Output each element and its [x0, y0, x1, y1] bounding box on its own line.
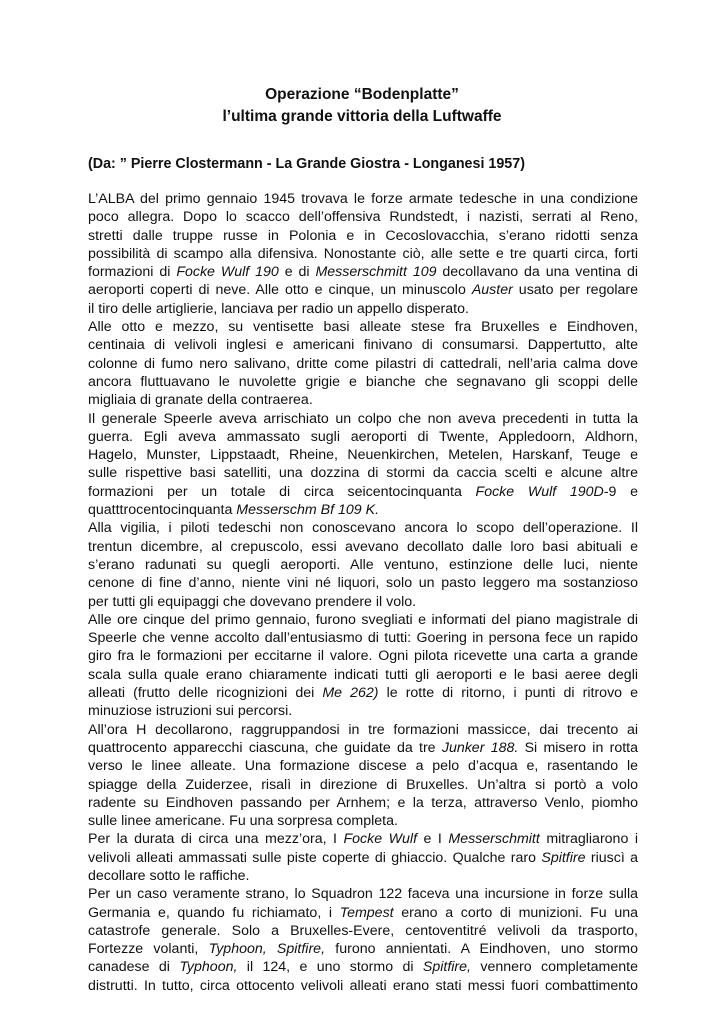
- italic-term: Typhoon, Spitfire,: [208, 941, 326, 958]
- text-line: [88, 702, 638, 720]
- paragraph: [88, 410, 638, 520]
- paragraph: [88, 721, 638, 831]
- text-run: colonne di fumo nero salivano, dritte come pilastri di cattedrali, nell’aria calma dove: [88, 355, 638, 372]
- text-run: poco allegra. Dopo lo scacco dell’offensiva Rundstedt, i nazisti, serrati al Reno,: [88, 209, 638, 226]
- italic-term: Tempest: [339, 904, 394, 921]
- text-run: aeroporti coperti di neve. Alle otto e cinque, un minuscolo: [88, 282, 472, 299]
- text-run: migliaia di granate della contraerea.: [88, 392, 313, 409]
- document-subtitle: l’ultima grande vittoria della Luftwaffe: [222, 108, 502, 125]
- paragraph: [88, 190, 638, 318]
- paragraph: [88, 519, 638, 610]
- text-line: [88, 776, 638, 794]
- text-run: per tutti gli equipaggi che dovevano prendere il volo.: [88, 593, 417, 610]
- text-run: velivoli alleati ammassati sulle piste coperte di ghiaccio. Qualche raro: [88, 849, 542, 866]
- text-run: canadese di: [88, 959, 180, 976]
- text-line: [88, 391, 638, 409]
- text-run: s’erano radunati su quegli aeroporti. Alle ventuno, estinzione delle luci, niente: [88, 556, 638, 573]
- text-run: -9 e: [603, 483, 638, 500]
- text-run: le rotte di ritorno, i punti di ritrovo e: [378, 685, 639, 702]
- italic-term: Me 262): [322, 685, 379, 702]
- text-run: Alle ore cinque del primo gennaio, furono svegliati e informati del piano magistrale di: [88, 611, 638, 628]
- text-run: vennero completamente: [470, 959, 638, 976]
- text-run: Speerle che venne accolto dall’entusiasmo di tutti: Goering in persona fece un rapido: [88, 630, 638, 647]
- text-run: decollavano da una ventina di: [436, 264, 638, 281]
- text-run: sulle rispettive basi satelliti, una dozzina di stormi da caccia scelti e alcune altre: [88, 465, 638, 482]
- text-line: [88, 684, 638, 702]
- text-line: [88, 410, 638, 428]
- text-run: furono annientati. A Eindhoven, uno stormo: [325, 941, 638, 958]
- text-line: [88, 245, 638, 263]
- text-line: [88, 922, 638, 940]
- text-line: [88, 373, 638, 391]
- italic-term: Focke Wulf 190: [176, 264, 279, 281]
- text-run: quattrocento apparecchi ciascuna, che guidate da tre: [88, 739, 442, 756]
- text-run: decollare sotto le raffiche.: [88, 867, 250, 884]
- text-run: quatttrocentocinquanta: [88, 502, 237, 519]
- text-line: [88, 739, 638, 757]
- text-run: guerra. Egli aveva ammassato sugli aeroporti di Twente, Appledoorn, Aldhorn,: [88, 428, 638, 445]
- text-run: riuscì a: [585, 849, 639, 866]
- text-run: possibilità di scampo alla difensiva. Nonostante ciò, alle sette e tre quarti circa, forti: [88, 245, 638, 262]
- text-run: il 124, e uno stormo di: [237, 959, 423, 976]
- italic-term: Messerschmitt 109: [315, 264, 437, 281]
- text-run: trentun dicembre, al crepuscolo, essi avevano decollato dalle loro basi abituali e: [88, 538, 638, 555]
- text-run: minuziose istruzioni sui percorsi.: [88, 703, 293, 720]
- text-line: [88, 538, 638, 556]
- text-line: [88, 574, 638, 592]
- text-line: [88, 336, 638, 354]
- text-run: Hagelo, Munster, Lippstaadt, Rheine, Neuenkirchen, Metelen, Harskanf, Teuge e: [88, 447, 638, 464]
- text-run: e I: [417, 831, 449, 848]
- text-run: Alle otto e mezzo, su ventisette basi alleate stese fra Bruxelles e Eindhoven,: [88, 319, 638, 336]
- text-line: [88, 281, 638, 299]
- text-run: Alla vigilia, i piloti tedeschi non conoscevano ancora lo scopo dell’operazione. Il: [88, 520, 638, 537]
- text-run: distrutti. In tutto, circa ottocento velivoli alleati erano stati messi fuori combattimento: [88, 977, 638, 994]
- document-title: Operazione “Bodenplatte”: [265, 86, 459, 103]
- text-run: giro fra le formazioni per eccitarne il valore. Ogni pilota ricevette una carta a grande: [88, 648, 638, 665]
- text-line: [88, 501, 638, 519]
- italic-term: Spitfire,: [422, 959, 471, 976]
- text-run: erano a corto di munizioni. Fu una: [393, 904, 638, 921]
- text-run: scala sulla quale erano chiaramente indicati tutti gli aeroporti e le basi aeree degli: [88, 666, 638, 683]
- text-line: [88, 227, 638, 245]
- text-line: [88, 666, 638, 684]
- paragraph: [88, 830, 638, 885]
- italic-term: Focke Wulf: [343, 831, 418, 848]
- text-run: sulle linee americane. Fu una sorpresa completa.: [88, 813, 398, 830]
- text-line: [88, 721, 638, 739]
- text-run: formazioni di: [88, 264, 177, 281]
- article-body: [88, 190, 638, 995]
- text-run: spiagge della Zuiderzee, risalì in direzione di Bruxelles. Un’altra si portò a volo: [88, 776, 638, 793]
- text-run: All’ora H decollarono, raggruppandosi in tre formazioni massicce, dai trecento ai: [88, 721, 638, 738]
- text-run: usato per regolare: [512, 282, 639, 299]
- text-line: [88, 830, 638, 848]
- text-line: [88, 208, 638, 226]
- italic-term: Typhoon,: [179, 959, 238, 976]
- text-run: verso le linee alleate. Una formazione discese a pelo d’acqua e, rasentando le: [88, 758, 638, 775]
- paragraph: [88, 611, 638, 721]
- text-line: [88, 593, 638, 611]
- italic-term: Auster: [471, 282, 513, 299]
- text-line: [88, 355, 638, 373]
- text-line: [88, 464, 638, 482]
- text-line: [88, 757, 638, 775]
- text-run: Germania e, quando fu richiamato, i: [88, 904, 340, 921]
- text-line: [88, 885, 638, 903]
- text-line: [88, 647, 638, 665]
- text-run: radente su Eindhoven passando per Arnhem; e la terza, attraverso Venlo, piomho: [88, 794, 638, 811]
- text-line: [88, 300, 638, 318]
- text-run: ancora fluttuavano le nuvolette grigie e bianche che segnavano gli scoppi delle: [88, 373, 638, 390]
- text-run: Per la durata di circa una mezz’ora, I: [88, 831, 344, 848]
- text-line: [88, 446, 638, 464]
- italic-term: Messerschmitt: [448, 831, 540, 848]
- text-line: [88, 190, 638, 208]
- text-line: [88, 904, 638, 922]
- text-run: catastrofe generale. Solo a Bruxelles-Evere, centoventitré velivoli da trasporto,: [88, 922, 638, 939]
- source-citation: (Da: ” Pierre Clostermann - La Grande Giostra - Longanesi 1957): [88, 156, 525, 172]
- text-run: Per un caso veramente strano, lo Squadron 122 faceva una incursione in forze sulla: [88, 886, 638, 903]
- text-line: [88, 629, 638, 647]
- text-run: Il generale Speerle aveva arrischiato un colpo che non aveva precedenti in tutta la: [88, 410, 638, 427]
- text-run: L’ALBA del primo gennaio 1945 trovava le forze armate tedesche in una condizione: [88, 191, 638, 207]
- text-line: [88, 428, 638, 446]
- text-run: Fortezze volanti,: [88, 941, 209, 958]
- text-line: [88, 611, 638, 629]
- text-line: [88, 556, 638, 574]
- text-line: [88, 794, 638, 812]
- text-line: [88, 812, 638, 830]
- text-line: [88, 263, 638, 281]
- text-run: alleati (frutto delle ricognizioni dei: [88, 685, 323, 702]
- text-line: [88, 519, 638, 537]
- paragraph: [88, 318, 638, 409]
- text-run: stretti dalle truppe russe in Polonia e in Cecoslovacchia, s’erano ridotti senza: [88, 227, 638, 244]
- text-line: [88, 318, 638, 336]
- italic-term: Spitfire: [541, 849, 586, 866]
- text-line: [88, 940, 638, 958]
- text-line: [88, 867, 638, 885]
- text-run: il tiro delle artiglierie, lanciava per radio un appello disperato.: [88, 300, 469, 317]
- text-run: centinaia di velivoli inglesi e americani finivano di consumarsi. Dappertutto, alte: [88, 337, 638, 354]
- text-line: [88, 483, 638, 501]
- text-line: [88, 977, 638, 995]
- text-run: cenone di fine d’anno, niente vini né liquori, solo un pasto leggero ma sostanzioso: [88, 575, 638, 592]
- text-run: formazioni per un totale di circa seicentocinquanta: [88, 483, 476, 500]
- text-run: Si misero in rotta: [518, 739, 638, 756]
- italic-term: Focke Wulf 190D: [475, 483, 604, 500]
- italic-term: Junker 188.: [441, 739, 519, 756]
- text-line: [88, 849, 638, 867]
- paragraph: [88, 885, 638, 995]
- text-line: [88, 958, 638, 976]
- text-run: e di: [278, 264, 316, 281]
- text-run: mitragliarono i: [539, 831, 638, 848]
- italic-term: Messerschm Bf 109 K.: [236, 502, 380, 519]
